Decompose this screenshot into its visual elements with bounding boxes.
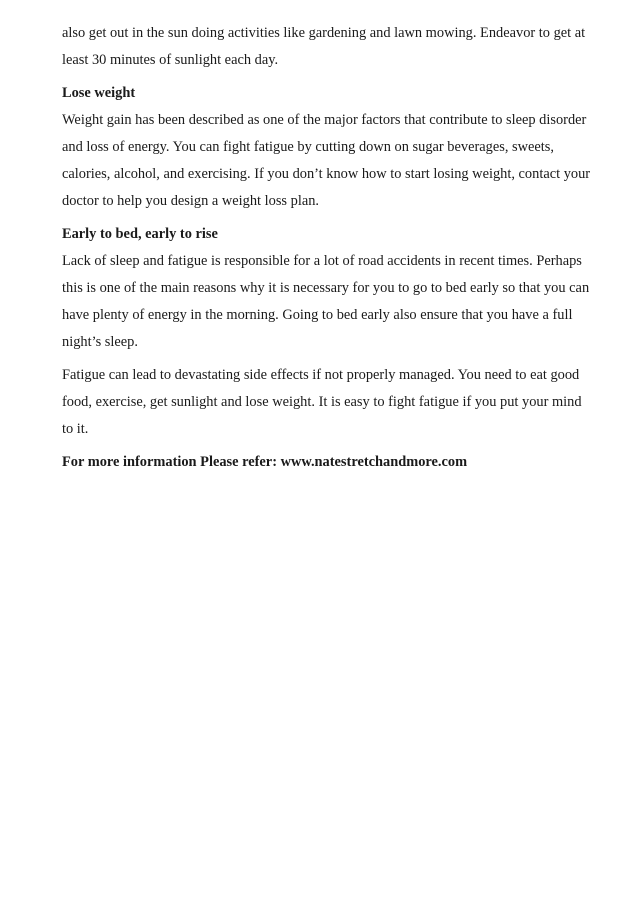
conclusion-paragraph — [62, 362, 616, 443]
section-lose-weight — [62, 80, 616, 215]
paragraph-line: Lack of sleep and fatigue is responsible for a lot of road accidents in recent times. Perhaps — [62, 253, 582, 269]
document-body — [62, 20, 616, 476]
footer-reference: For more information Please refer: www.natestretchandmore.com — [62, 454, 468, 470]
paragraph-line: least 30 minutes of sunlight each day. — [62, 52, 279, 68]
paragraph-line: calories, alcohol, and exercising. If you don’t know how to start losing weight, contact your — [62, 166, 591, 182]
paragraph-line: this is one of the main reasons why it is necessary for you to go to bed early so that you can — [62, 280, 590, 296]
paragraph-line: have plenty of energy in the morning. Going to bed early also ensure that you have a full — [62, 307, 573, 323]
section-heading: Lose weight — [62, 85, 136, 101]
paragraph-line: night’s sleep. — [62, 334, 138, 350]
paragraph-line: to it. — [62, 421, 89, 437]
paragraph-line: Weight gain has been described as one of the major factors that contribute to sleep disorder — [62, 112, 587, 128]
section-early-to-bed — [62, 221, 616, 356]
paragraph-line: also get out in the sun doing activities like gardening and lawn mowing. Endeavor to get at — [62, 25, 586, 41]
intro-paragraph — [62, 20, 616, 74]
paragraph-line: food, exercise, get sunlight and lose weight. It is easy to fight fatigue if you put your mind — [62, 394, 582, 410]
paragraph-line: and loss of energy. You can fight fatigue by cutting down on sugar beverages, sweets, — [62, 139, 554, 155]
section-heading: Early to bed, early to rise — [62, 226, 218, 242]
paragraph-line: Fatigue can lead to devastating side effects if not properly managed. You need to eat good — [62, 367, 580, 383]
paragraph-line: doctor to help you design a weight loss plan. — [62, 193, 319, 209]
